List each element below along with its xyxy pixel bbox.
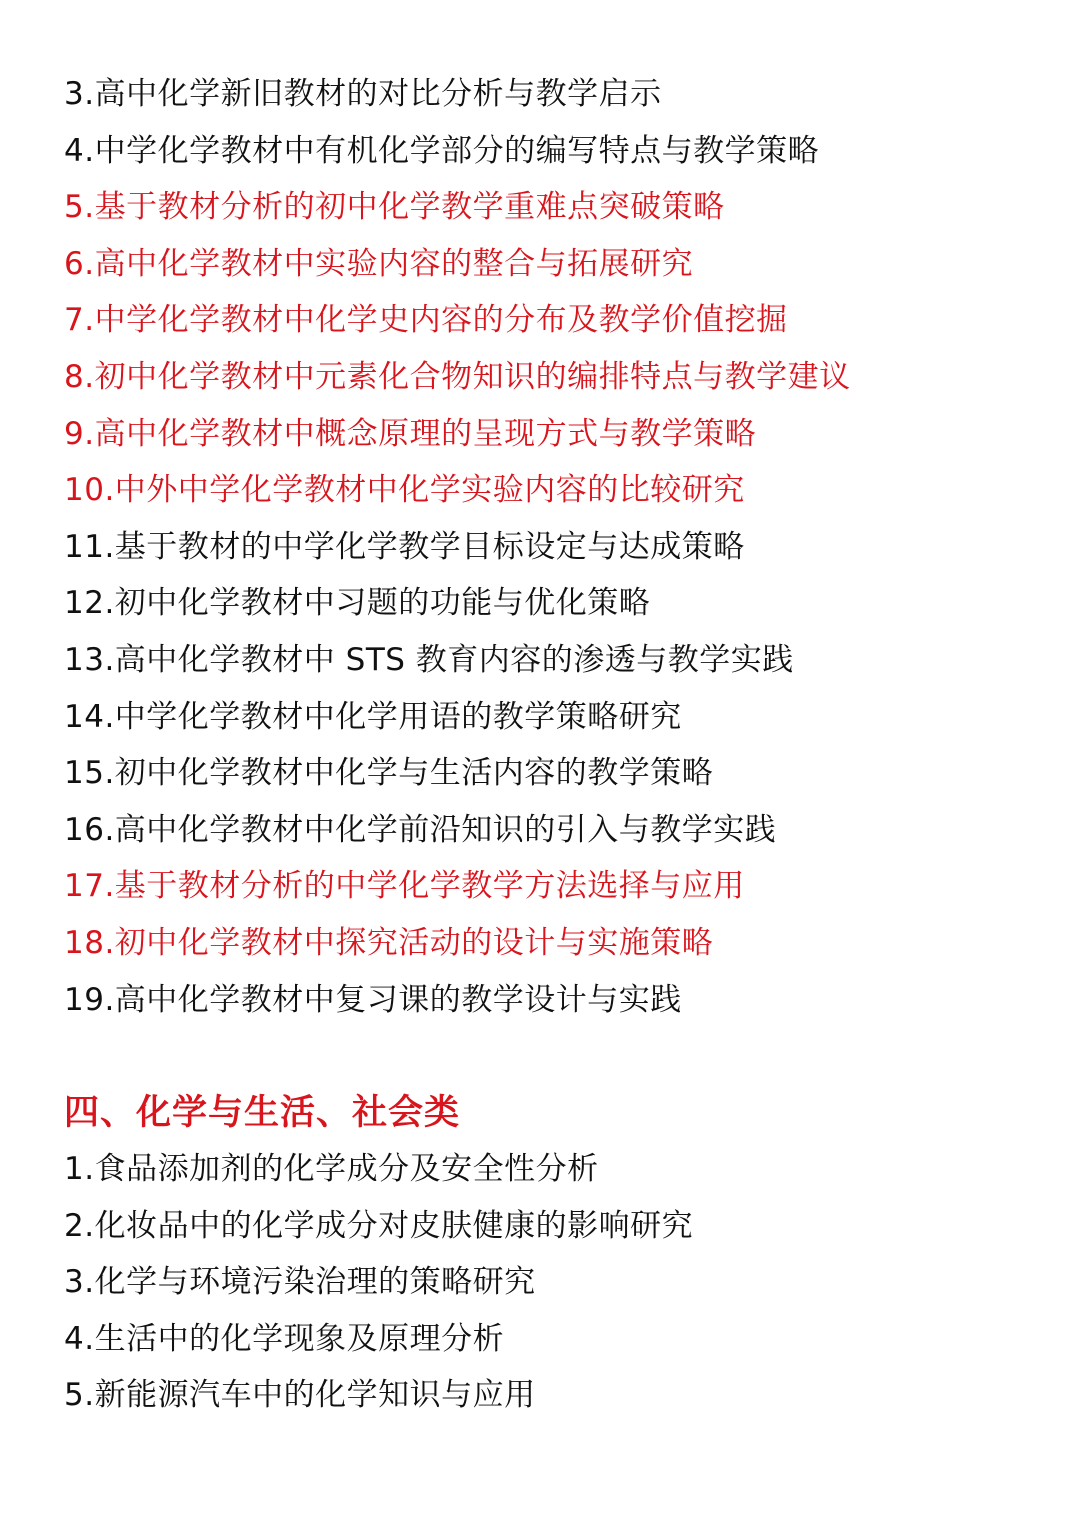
topic-item: 4.生活中的化学现象及原理分析: [64, 1320, 505, 1357]
topic-item: 10.中外中学化学教材中化学实验内容的比较研究: [64, 472, 745, 509]
topic-item: 18.初中化学教材中探究活动的设计与实施策略: [64, 924, 714, 961]
topic-item: 13.高中化学教材中 STS 教育内容的渗透与教学实践: [64, 641, 794, 678]
topic-item: 5.新能源汽车中的化学知识与应用: [64, 1377, 536, 1414]
topic-item: 11.基于教材的中学化学教学目标设定与达成策略: [64, 528, 745, 565]
topic-item: 3.高中化学新旧教材的对比分析与教学启示: [64, 76, 662, 112]
topic-item: 19.高中化学教材中复习课的教学设计与实践: [64, 981, 682, 1018]
topic-item: 5.基于教材分析的初中化学教学重难点突破策略: [64, 189, 725, 226]
topic-item: 7.中学化学教材中化学史内容的分布及教学价值挖掘: [64, 302, 788, 339]
topic-item: 6.高中化学教材中实验内容的整合与拓展研究: [64, 245, 694, 282]
topic-item: 8.初中化学教材中元素化合物知识的编排特点与教学建议: [64, 358, 851, 395]
topic-item: 12.初中化学教材中习题的功能与优化策略: [64, 585, 651, 622]
topic-list-textbook: [64, 66, 851, 1028]
topic-item: 3.化学与环境污染治理的策略研究: [64, 1264, 536, 1301]
topic-list-life-society: [64, 1141, 693, 1424]
topic-item: 14.中学化学教材中化学用语的教学策略研究: [64, 698, 682, 735]
topic-item: 9.高中化学教材中概念原理的呈现方式与教学策略: [64, 415, 757, 452]
topic-item: 15.初中化学教材中化学与生活内容的教学策略: [64, 755, 714, 792]
topic-item: 4.中学化学教材中有机化学部分的编写特点与教学策略: [64, 132, 820, 169]
topic-item: 17.基于教材分析的中学化学教学方法选择与应用: [64, 868, 745, 905]
topic-item: 2.化妆品中的化学成分对皮肤健康的影响研究: [64, 1207, 694, 1244]
section-heading: 四、化学与生活、社会类: [64, 1093, 461, 1133]
topic-item: 1.食品添加剂的化学成分及安全性分析: [64, 1151, 599, 1187]
topic-item: 16.高中化学教材中化学前沿知识的引入与教学实践: [64, 811, 777, 848]
